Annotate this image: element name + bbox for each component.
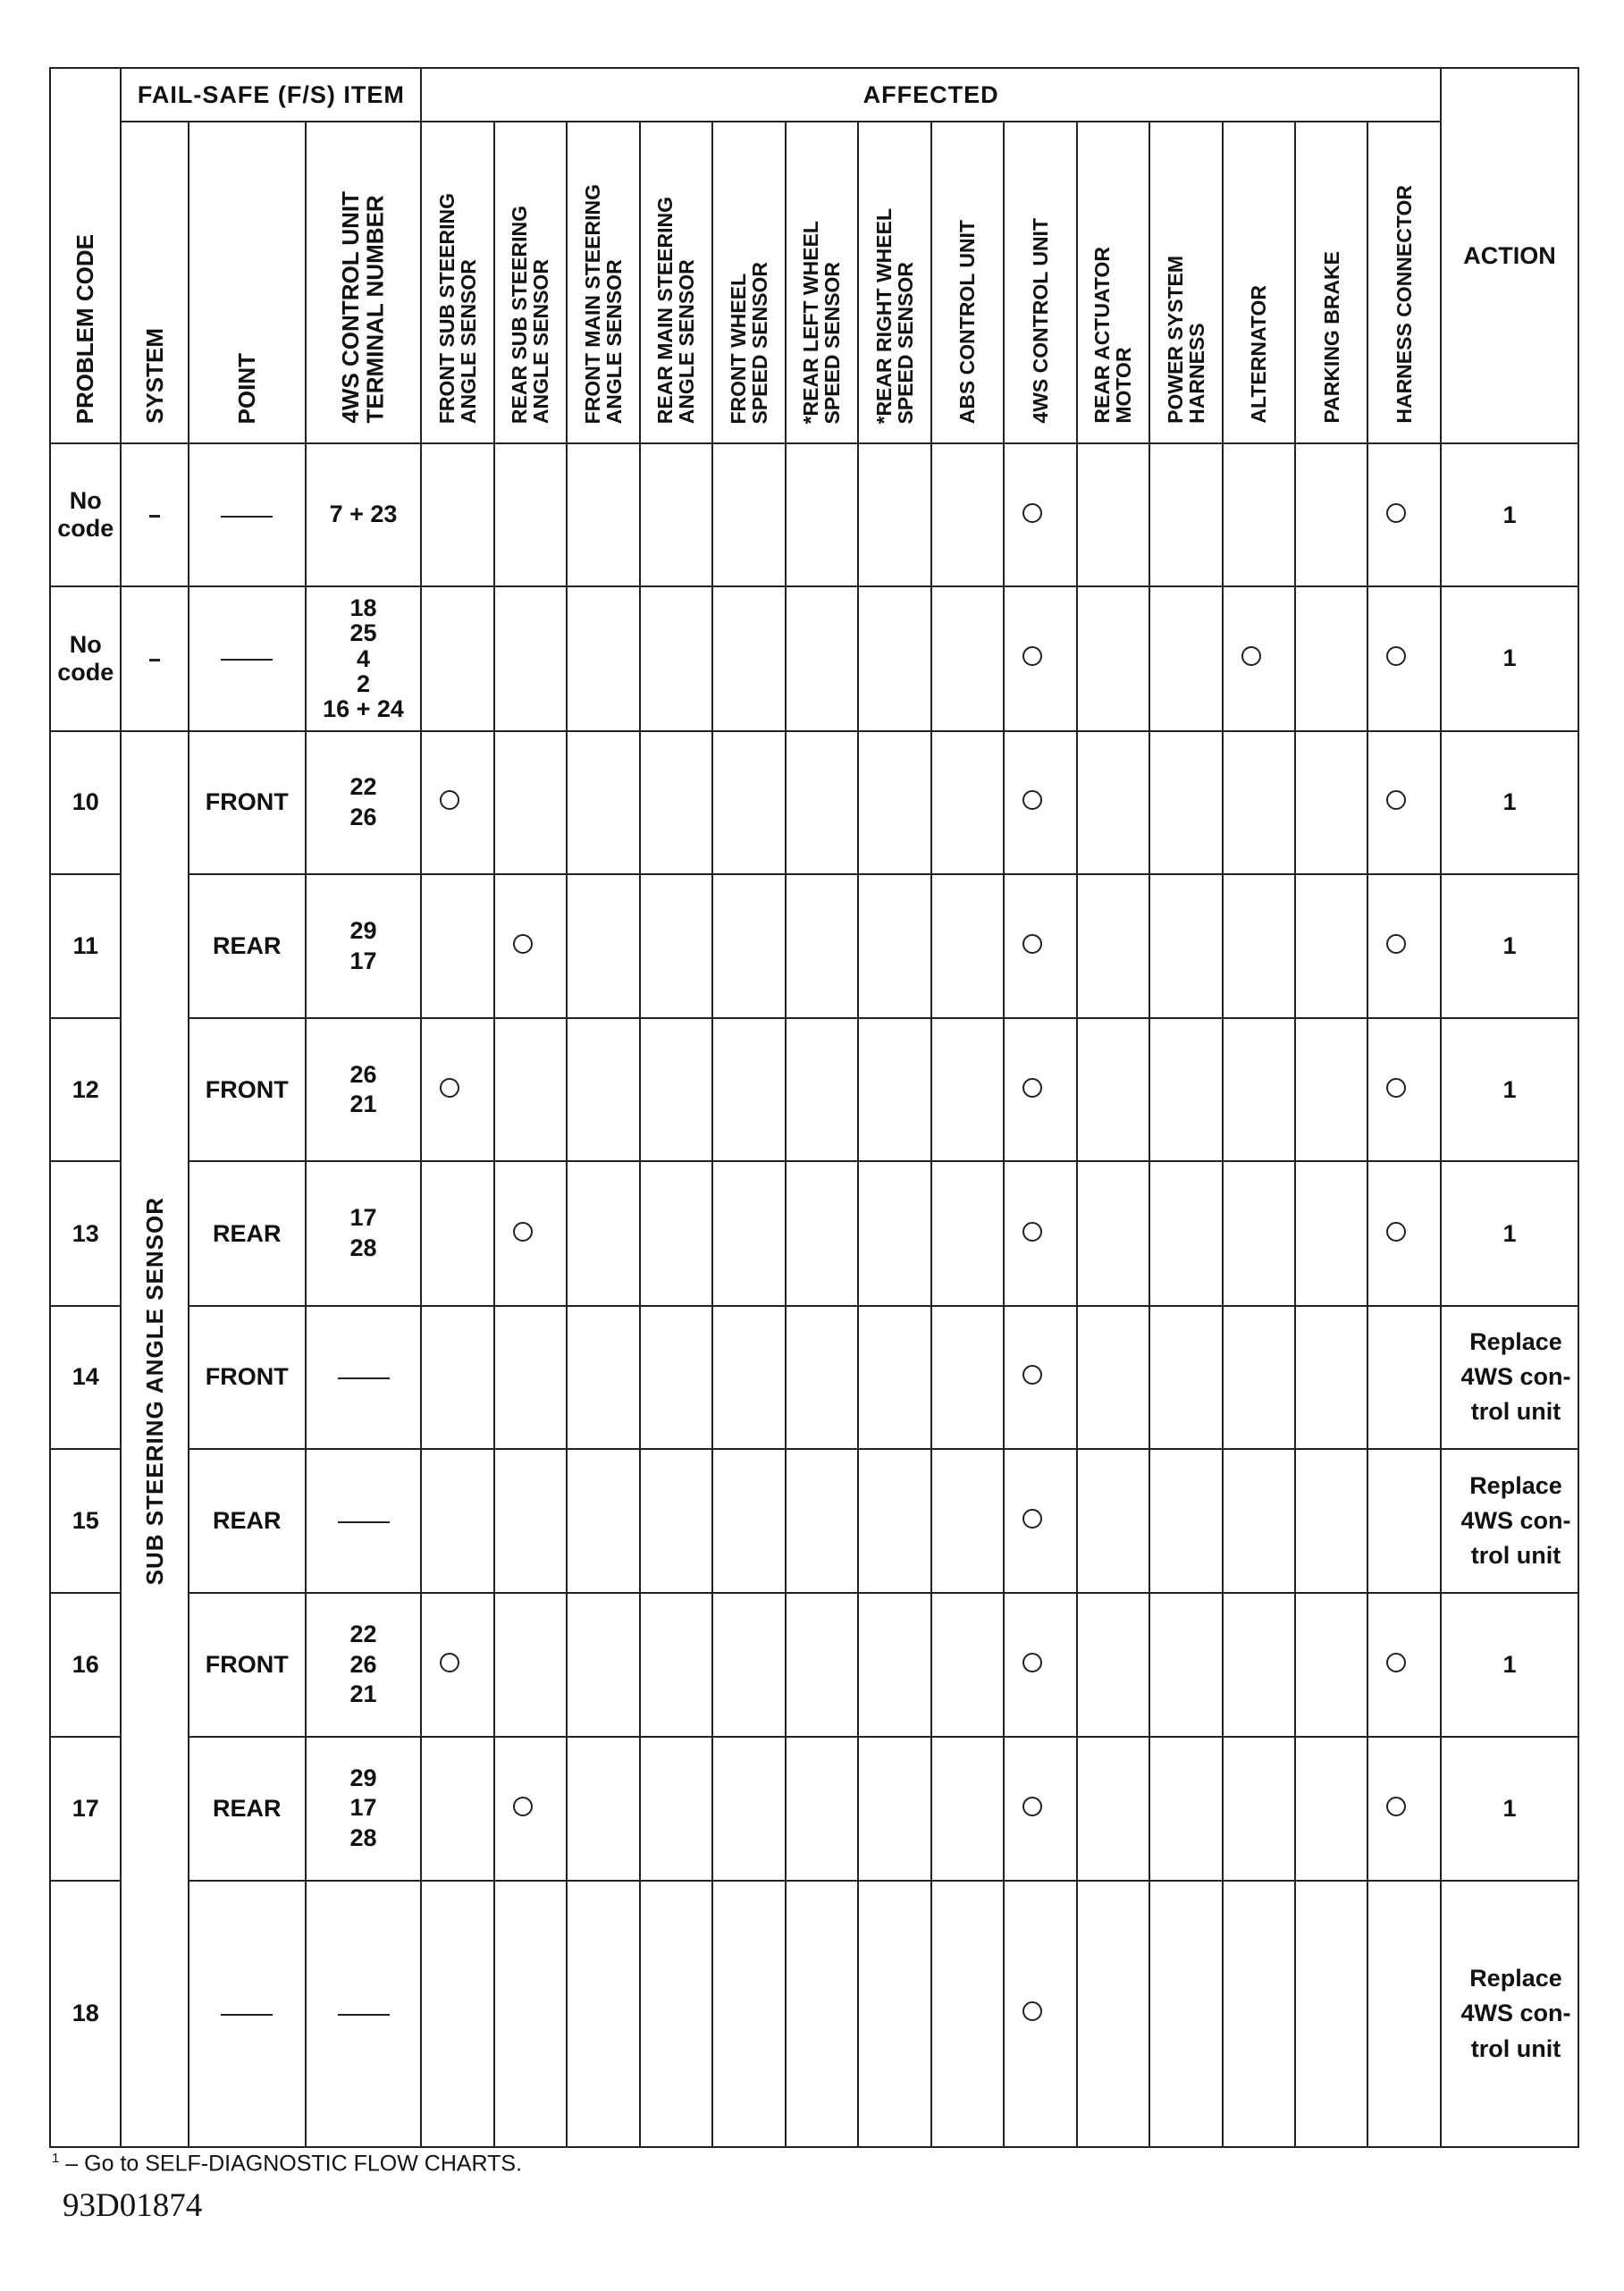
terminal-cell [306,1449,422,1593]
affected-mark-icon [1022,934,1042,954]
affected-mark-icon [440,790,459,810]
affected-mark-icon [513,1222,533,1242]
affected-header-11: ALTERNATOR [1223,122,1295,443]
problem-code-cell: 17 [50,1737,121,1881]
figure-id: 93D01874 [63,2187,203,2224]
affected-group-header: AFFECTED [421,68,1441,122]
affected-cell [1295,1306,1367,1449]
table-row [50,1737,1578,1881]
affected-cell [1367,1306,1440,1449]
dash-mark [338,1521,390,1523]
affected-cell [786,731,858,874]
affected-cell [421,1737,493,1881]
dash-mark [149,659,160,661]
table-row [50,443,1578,586]
point-cell: FRONT [189,1018,306,1161]
affected-cell [712,1161,785,1305]
point-cell: REAR [189,1449,306,1593]
affected-cell [1004,1593,1076,1736]
problem-code-cell: 18 [50,1881,121,2147]
table-row [50,874,1578,1018]
dash-mark [221,516,273,518]
action-cell: Replace 4WS con- trol unit [1441,1881,1578,2147]
affected-cell [567,1449,639,1593]
affected-mark-icon [440,1078,459,1098]
affected-cell [421,1449,493,1593]
affected-cell [1004,731,1076,874]
action-cell: 1 [1441,874,1578,1018]
system-cell [121,443,188,586]
affected-cell [640,1018,712,1161]
affected-mark-icon [1022,646,1042,666]
affected-mark-icon [1022,1653,1042,1672]
affected-cell [1367,1018,1440,1161]
affected-cell [567,1306,639,1449]
affected-cell [494,731,567,874]
table-row [50,1306,1578,1449]
problem-code-header: PROBLEM CODE [50,68,121,443]
affected-cell [858,731,930,874]
terminal-header: 4WS CONTROL UNIT TERMINAL NUMBER [306,122,422,443]
affected-cell [494,1161,567,1305]
affected-mark-icon [440,1653,459,1672]
affected-cell [1149,1018,1222,1161]
affected-cell [421,874,493,1018]
action-cell: 1 [1441,1737,1578,1881]
affected-cell [494,1881,567,2147]
affected-cell [858,874,930,1018]
point-cell: FRONT [189,1306,306,1449]
affected-cell [858,1593,930,1736]
affected-cell [567,1161,639,1305]
terminal-cell: 7 + 23 [306,443,422,586]
system-header: SYSTEM [121,122,188,443]
affected-mark-icon [513,1797,533,1816]
affected-cell [1077,1593,1149,1736]
problem-code-cell: 10 [50,731,121,874]
point-cell: FRONT [189,1593,306,1736]
terminal-cell: 26 21 [306,1018,422,1161]
affected-cell [640,731,712,874]
affected-cell [1077,1161,1149,1305]
affected-cell [712,1018,785,1161]
affected-cell [640,1881,712,2147]
affected-cell [640,1593,712,1736]
affected-cell [786,874,858,1018]
affected-cell [1295,1449,1367,1593]
affected-cell [1223,731,1295,874]
system-cell [121,586,188,730]
affected-cell [786,1593,858,1736]
affected-mark-icon [1241,646,1261,666]
affected-cell [1077,1018,1149,1161]
affected-cell [712,1449,785,1593]
point-cell: REAR [189,1737,306,1881]
affected-cell [1367,1881,1440,2147]
point-cell: FRONT [189,731,306,874]
terminal-cell: 22 26 21 [306,1593,422,1736]
affected-cell [494,874,567,1018]
affected-cell [1223,1737,1295,1881]
affected-header-2: FRONT MAIN STEERING ANGLE SENSOR [567,122,639,443]
affected-header-5: *REAR LEFT WHEEL SPEED SENSOR [786,122,858,443]
affected-cell [421,1161,493,1305]
problem-code-cell: 16 [50,1593,121,1736]
affected-cell [786,1018,858,1161]
affected-cell [786,1449,858,1593]
table-row [50,1593,1578,1736]
affected-cell [494,443,567,586]
affected-header-3: REAR MAIN STEERING ANGLE SENSOR [640,122,712,443]
affected-cell [1077,1737,1149,1881]
affected-cell [1223,1161,1295,1305]
affected-cell [1367,1449,1440,1593]
affected-cell [1295,586,1367,730]
affected-header-13: HARNESS CONNECTOR [1367,122,1440,443]
action-header: ACTION [1441,68,1578,443]
action-cell: 1 [1441,586,1578,730]
affected-cell [858,443,930,586]
affected-cell [712,1881,785,2147]
affected-cell [567,586,639,730]
affected-cell [567,874,639,1018]
terminal-cell: 18 25 4 2 16 + 24 [306,586,422,730]
affected-cell [712,874,785,1018]
affected-cell [640,874,712,1018]
affected-cell [931,1018,1004,1161]
affected-cell [858,1449,930,1593]
affected-cell [1367,586,1440,730]
affected-mark-icon [1022,1797,1042,1816]
affected-mark-icon [1386,1078,1406,1098]
affected-mark-icon [1386,1222,1406,1242]
point-cell [189,586,306,730]
affected-header-8: 4WS CONTROL UNIT [1004,122,1076,443]
table-row [50,1161,1578,1305]
affected-cell [1223,1306,1295,1449]
affected-cell [1367,731,1440,874]
affected-cell [1004,1449,1076,1593]
affected-cell [1295,1018,1367,1161]
affected-cell [1149,731,1222,874]
affected-cell [421,1306,493,1449]
action-cell: Replace 4WS con- trol unit [1441,1449,1578,1593]
affected-cell [1149,443,1222,586]
affected-cell [1295,874,1367,1018]
table-row [50,1449,1578,1593]
affected-mark-icon [1386,646,1406,666]
affected-cell [1223,1881,1295,2147]
dash-mark [221,2014,273,2016]
affected-cell [1004,443,1076,586]
affected-cell [1367,1593,1440,1736]
affected-cell [858,1737,930,1881]
affected-mark-icon [1022,503,1042,523]
affected-cell [1223,443,1295,586]
affected-cell [931,1737,1004,1881]
affected-cell [931,731,1004,874]
affected-cell [931,586,1004,730]
action-cell: 1 [1441,731,1578,874]
affected-mark-icon [1386,790,1406,810]
affected-cell [421,1593,493,1736]
affected-cell [567,1737,639,1881]
affected-cell [640,1306,712,1449]
point-header: POINT [189,122,306,443]
affected-mark-icon [1022,1365,1042,1385]
affected-cell [786,1881,858,2147]
affected-cell [1367,443,1440,586]
affected-cell [858,1881,930,2147]
affected-cell [1223,874,1295,1018]
affected-header-10: POWER SYSTEM HARNESS [1149,122,1222,443]
affected-cell [1295,1881,1367,2147]
affected-cell [640,1737,712,1881]
affected-cell [1149,1737,1222,1881]
affected-header-6: *REAR RIGHT WHEEL SPEED SENSOR [858,122,930,443]
problem-code-cell: 12 [50,1018,121,1161]
affected-mark-icon [1022,1222,1042,1242]
affected-cell [931,1306,1004,1449]
affected-cell [712,443,785,586]
affected-cell [931,1161,1004,1305]
affected-cell [931,874,1004,1018]
affected-cell [1367,1737,1440,1881]
affected-cell [1223,586,1295,730]
action-cell: 1 [1441,443,1578,586]
affected-cell [1004,586,1076,730]
affected-cell [1004,874,1076,1018]
affected-cell [494,1449,567,1593]
affected-mark-icon [1022,2001,1042,2021]
affected-cell [1149,1306,1222,1449]
affected-cell [712,731,785,874]
affected-header-12: PARKING BRAKE [1295,122,1367,443]
affected-cell [494,1737,567,1881]
affected-cell [1077,586,1149,730]
affected-cell [786,586,858,730]
affected-cell [712,1593,785,1736]
affected-cell [1149,1161,1222,1305]
problem-code-cell: No code [50,443,121,586]
affected-cell [421,586,493,730]
affected-cell [1004,1881,1076,2147]
affected-header-9: REAR ACTUATOR MOTOR [1077,122,1149,443]
affected-cell [858,1018,930,1161]
terminal-cell [306,1306,422,1449]
affected-header-7: ABS CONTROL UNIT [931,122,1004,443]
affected-cell [1004,1737,1076,1881]
affected-cell [931,1449,1004,1593]
fail-safe-table [49,67,1579,2148]
affected-cell [712,586,785,730]
affected-cell [567,443,639,586]
point-cell: REAR [189,874,306,1018]
affected-cell [1223,1593,1295,1736]
affected-cell [567,1018,639,1161]
affected-mark-icon [1386,503,1406,523]
affected-cell [1295,1593,1367,1736]
affected-cell [1149,586,1222,730]
affected-mark-icon [1022,1078,1042,1098]
affected-cell [1223,1018,1295,1161]
affected-cell [494,1593,567,1736]
affected-cell [712,1737,785,1881]
affected-cell [567,1593,639,1736]
affected-cell [1367,874,1440,1018]
affected-header-1: REAR SUB STEERING ANGLE SENSOR [494,122,567,443]
action-cell: 1 [1441,1018,1578,1161]
affected-cell [640,1449,712,1593]
affected-cell [1295,1737,1367,1881]
affected-mark-icon [1022,1509,1042,1529]
footnote: $^1$ – Go to SELF-DIAGNOSTIC FLOW CHARTS. [52,2151,523,2177]
affected-cell [1149,1449,1222,1593]
point-cell: REAR [189,1161,306,1305]
affected-cell [421,1881,493,2147]
affected-cell [1149,874,1222,1018]
terminal-cell: 29 17 28 [306,1737,422,1881]
affected-cell [858,586,930,730]
affected-cell [1149,1593,1222,1736]
problem-code-cell: No code [50,586,121,730]
table-row [50,1018,1578,1161]
affected-cell [931,443,1004,586]
affected-header-0: FRONT SUB STEERING ANGLE SENSOR [421,122,493,443]
affected-cell [786,1306,858,1449]
failsafe-group-header: FAIL-SAFE (F/S) ITEM [121,68,421,122]
problem-code-cell: 14 [50,1306,121,1449]
dash-mark [149,515,160,518]
affected-cell [1367,1161,1440,1305]
affected-cell [1004,1018,1076,1161]
affected-mark-icon [1386,1797,1406,1816]
affected-cell [567,1881,639,2147]
table-row [50,586,1578,730]
affected-header-4: FRONT WHEEL SPEED SENSOR [712,122,785,443]
affected-cell [1077,731,1149,874]
affected-cell [421,443,493,586]
affected-cell [1223,1449,1295,1593]
affected-cell [640,1161,712,1305]
affected-cell [786,1737,858,1881]
problem-code-cell: 13 [50,1161,121,1305]
affected-cell [421,1018,493,1161]
affected-cell [1077,443,1149,586]
affected-cell [1077,874,1149,1018]
affected-cell [1295,731,1367,874]
affected-cell [1004,1161,1076,1305]
problem-code-cell: 15 [50,1449,121,1593]
affected-cell [858,1161,930,1305]
terminal-cell: 17 28 [306,1161,422,1305]
affected-cell [1004,1306,1076,1449]
affected-mark-icon [513,934,533,954]
problem-code-cell: 11 [50,874,121,1018]
system-cell-sub-steering: SUB STEERING ANGLE SENSOR [121,731,188,2147]
affected-cell [494,1306,567,1449]
action-cell: Replace 4WS con- trol unit [1441,1306,1578,1449]
affected-mark-icon [1022,790,1042,810]
dash-mark [221,659,273,661]
affected-cell [931,1593,1004,1736]
affected-cell [1149,1881,1222,2147]
affected-cell [494,586,567,730]
terminal-cell: 22 26 [306,731,422,874]
affected-cell [1295,443,1367,586]
affected-cell [786,1161,858,1305]
affected-cell [1077,1449,1149,1593]
affected-cell [494,1018,567,1161]
action-cell: 1 [1441,1593,1578,1736]
table-row [50,1881,1578,2147]
affected-cell [786,443,858,586]
terminal-cell: 29 17 [306,874,422,1018]
table-row [50,731,1578,874]
affected-cell [931,1881,1004,2147]
affected-mark-icon [1386,934,1406,954]
affected-cell [421,731,493,874]
affected-cell [640,586,712,730]
point-cell [189,443,306,586]
affected-cell [712,1306,785,1449]
point-cell [189,1881,306,2147]
affected-mark-icon [1386,1653,1406,1672]
affected-cell [1077,1306,1149,1449]
affected-cell [1077,1881,1149,2147]
terminal-cell [306,1881,422,2147]
action-cell: 1 [1441,1161,1578,1305]
affected-cell [1295,1161,1367,1305]
dash-mark [338,2014,390,2016]
affected-cell [640,443,712,586]
dash-mark [338,1377,390,1379]
affected-cell [567,731,639,874]
affected-cell [858,1306,930,1449]
